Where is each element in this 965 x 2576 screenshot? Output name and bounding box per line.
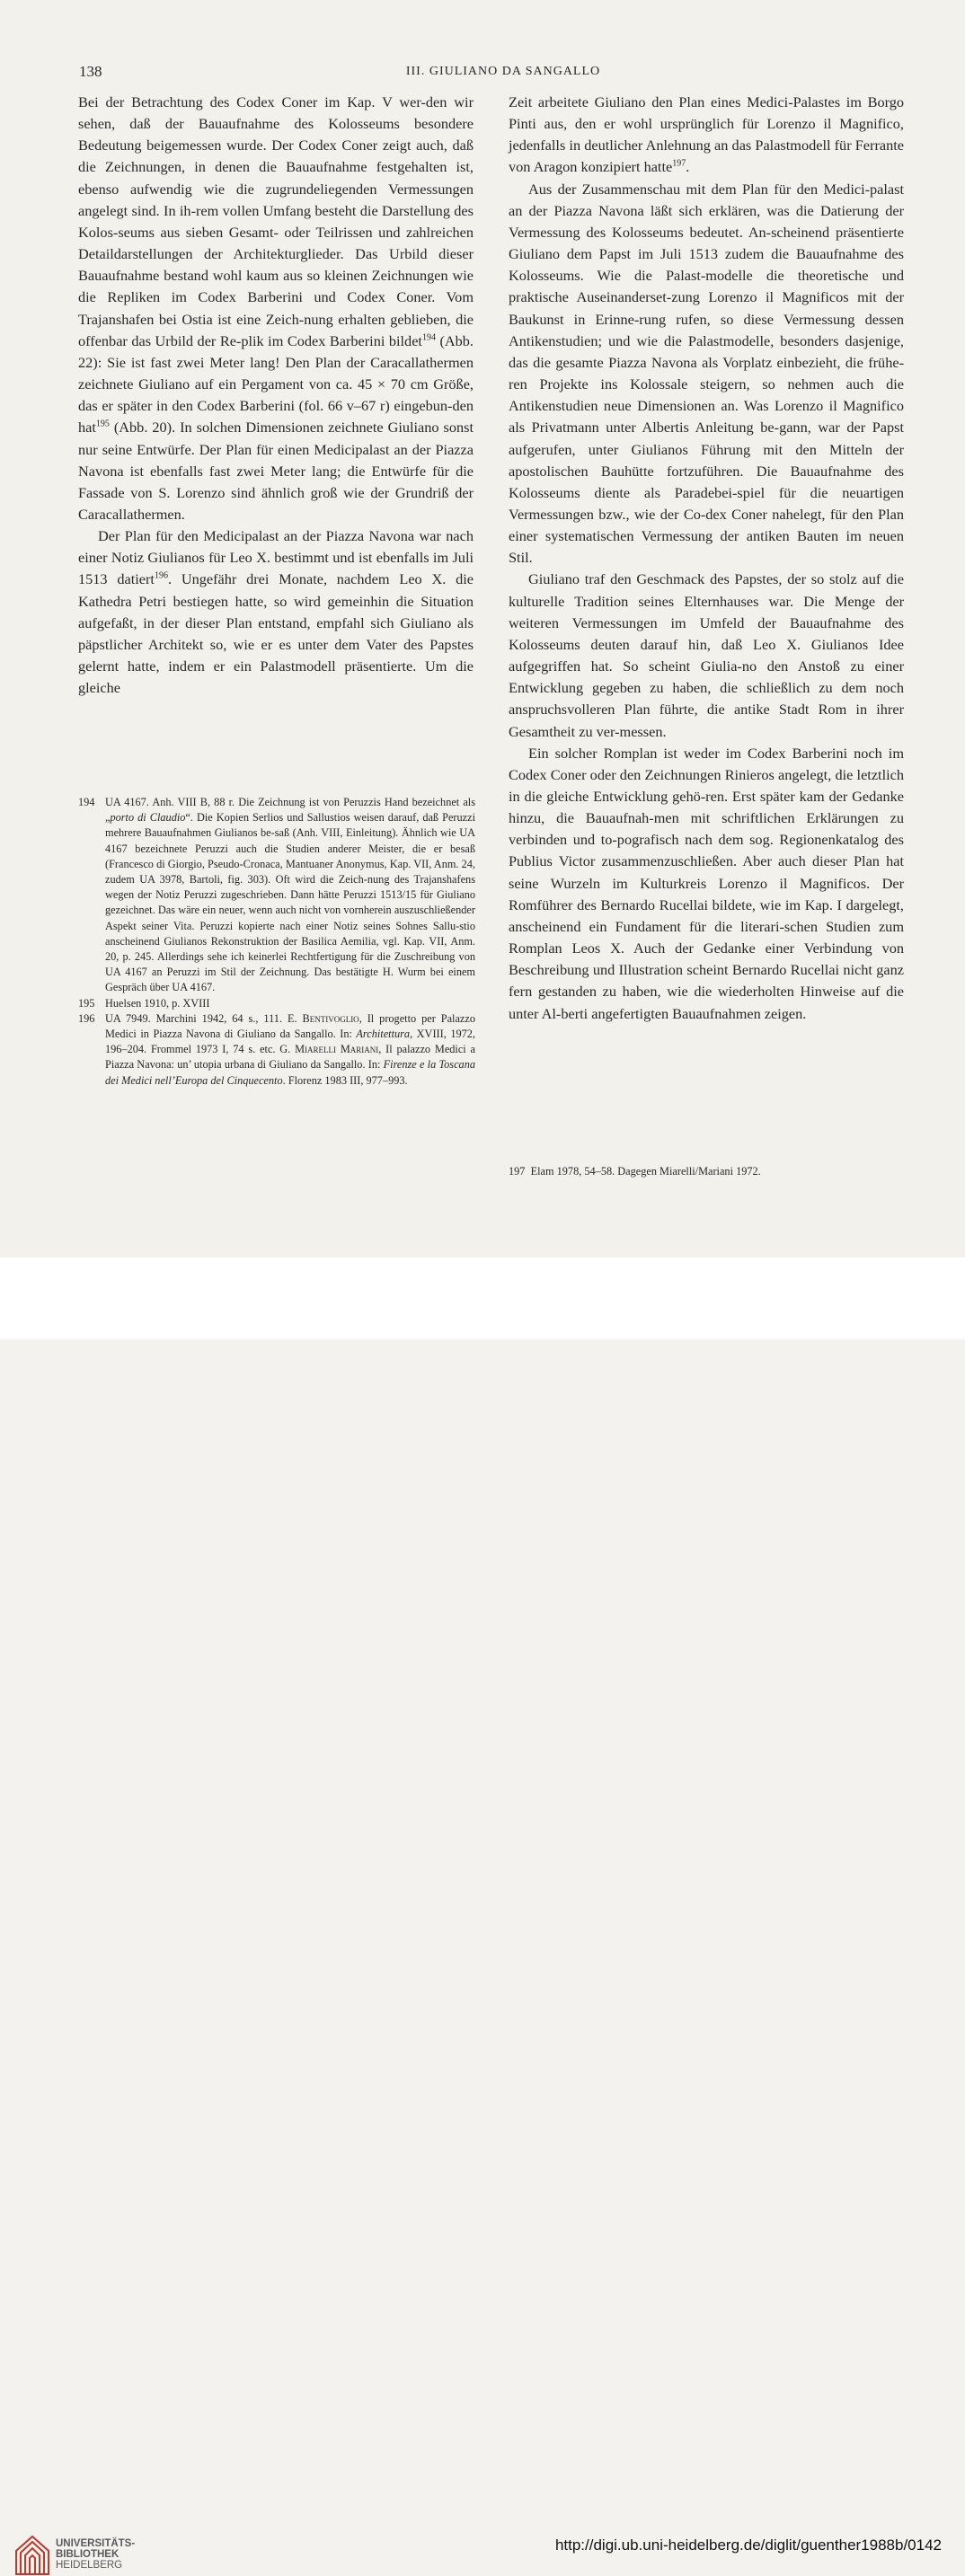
library-name: UNIVERSITÄTS- BIBLIOTHEK HEIDELBERG [56, 2538, 136, 2571]
footnotes-left [78, 795, 475, 1089]
university-library-logo [11, 2533, 54, 2576]
paragraph: Aus der Zusammenschau mit dem Plan für den Medici-palast an der Piazza Navona läßt sich erklären, was die Datierung der Vermessung des Kolosseums bedeutet. An-scheinend präsentierte Giuliano dem Papst im Juli 1513 zudem die Bauaufnahme des Kolosseums. Wie die Palast-modelle die theoretische und praktische Auseinanderset-zung Lorenzo il Magnificos mit der Baukunst in Erinne-rung rufen, so diese Vermessung dessen Antikenstudien; und wie die Palastmodelle, besonders dasjenige, das die gesamte Piazza Navona als Vorplatz einbezieht, die frühe-ren Projekte ins Kolossale steigern, so nehmen auch die Antikenstudien neue Dimensionen an. Was Lorenzo il Magnifico als Privatmann unter Albertis Anleitung be-gann, war der Papst aufgerufen, unter Giulianos Führung mit den Mitteln der apostolischen Bauhütte fortzuführen. Die Bauaufnahme des Kolosseums diente als Paradebei-spiel für die neuartigen Vermessungen bzw., wie der Co-dex Coner nahelegt, für den Plan einer systematischen Vermessung der antiken Bauten im neuen Stil. [509, 180, 904, 567]
page-number: 138 [79, 63, 102, 80]
footnote-197: 197 Elam 1978, 54–58. Dagegen Miarelli/Mariani 1972. [509, 1165, 761, 1178]
footnote-ref[interactable]: 195 [95, 419, 110, 429]
paragraph: Giuliano traf den Geschmack des Papstes, der so stolz auf die kulturelle Tradition seines Elternhauses war. Die Menge der weiteren Vermessungen im Umfeld der Bauaufnahme des Kolosseums deuten darauf hin, daß Leo X. Giulianos Idee aufgegriffen hat. So scheint Giulia-no den Anstoß zu einer Entwicklung gegeben zu haben, die schließlich zu dem noch anspruchsvolleren Plan führte, die antike Stadt Rom in ihrer Gesamtheit zu ver-messen. [509, 570, 904, 740]
source-url-link[interactable]: http://digi.ub.uni-heidelberg.de/diglit/guenther1988b/0142 [554, 2536, 942, 2554]
left-column [78, 92, 474, 699]
paragraph: Zeit arbeitete Giuliano den Plan eines Medici-Palastes im Borgo Pinti aus, den er wohl ursprünglich für Lorenzo il Magnifico, jedenfalls in deutlicher Anlehnung an das Palastmodell für Ferrante von Aragon konzipiert hatte$^{197}$. [509, 93, 904, 176]
document-page [0, 0, 965, 1257]
paragraph: Ein solcher Romplan ist weder im Codex Barberini noch im Codex Coner oder den Zeichnungen Rinieros angelegt, die letztlich in die gleiche Entwicklung gehö-ren. Erst später kam der Gedanke hinzu, die Bauaufnah-men mit schriftlichen Erklärungen zu verbinden und to-pografisch nach dem sog. Regionenkatalog des Publius Victor zusammenzuschließen. Aber auch dieser Plan hat seine Wurzeln im Kulturkreis Lorenzo il Magnificos. Der Romführer des Bernardo Rucellai bildete, wie im Kap. I dargelegt, anscheinend ein Fundament für die literari-schen Studien zum Romplan Leos X. Auch der Gedanke einer Verbindung von Beschreibung und Illustration scheint Bernardo Rucellai nicht ganz fern gestanden zu haben, wie die wiederholten Hinweise auf die unter Al-berti angefertigten Bauaufnahmen zeigen. [509, 744, 904, 1022]
footnote-195: 195 Huelsen 1910, p. XVIII [78, 996, 210, 1010]
right-column [509, 92, 904, 1025]
footnote-ref[interactable]: 197 [672, 159, 686, 170]
running-head: III. GIULIANO DA SANGALLO [405, 65, 601, 78]
footnote-196: 196 UA 7949. Marchini 1942, 64 s., 111. E. Bentivoglio, Il progetto per Palazzo Medici in Piazza Navona di Giuliano da Sangallo. In: Architettura, XVIII, 1972, 196–204. Frommel 1973 I, 74 s. etc. G. Miarelli Mariani, Il palazzo Medici a Piazza Navona: un’ utopia urbana di Giuliano da Sangallo. In: Firenze e la Toscana dei Medici nell’Europa del Cinquecento. Florenz 1983 III, 977–993. [78, 1011, 476, 1087]
footnote-ref[interactable]: 194 [421, 332, 436, 343]
viewer-footer [0, 1257, 965, 2571]
paragraph: Der Plan für den Medicipalast an der Piazza Navona war nach einer Notiz Giulianos für Leo X. bestimmt und ist ebenfalls im Juli 1513 datiert$^{196}$. Ungefähr drei Monate, nachdem Leo X. die Kathedra Petri bestiegen hatte, so wird gemeinhin die Situation aufgefaßt, in der dieser Plan entstand, empfahl sich Giuliano als päpstlicher Architekt so, wie er es unter dem Vater des Papstes gelernt hatte, indem er ein Palastmodell präsentierte. Um die gleiche [78, 527, 474, 697]
footnote-194: 194 UA 4167. Anh. VIII B, 88 r. Die Zeichnung ist von Peruzzis Hand bezeichnet als „porto di Claudio“. Die Kopien Serlios und Sallustios weisen darauf, daß Peruzzi mehrere Bauaufnahmen Giulianos be-saß (Anh. VIII, Einleitung). Ähnlich wie UA 4167 bezeichnete Peruzzi auch die Studien anderer Meister, die er besaß (Francesco di Giorgio, Pseudo-Cronaca, Mantuaner Anonymus, Kap. VII, Anm. 24, zudem UA 3978, Bartoli, fig. 303). Oft wird die Zeich-nung des Trajanshafens wegen der Notiz Peruzzi zugeschrieben. Dann hätte Peruzzi 1513/15 für Giuliano gezeichnet. Das wäre ein neuer, wenn auch nicht von vornherein auszuschließender Aspekt seiner Vita. Peruzzi kopierte nach einer Notiz seines Sohnes Sallu-stio anscheinend Giulianos Rekonstruktion der Basilica Aemilia, vgl. Kap. VII, Anm. 20, p. 245. Allerdings sehe ich keinerlei Rechtfertigung für die Zuschreibung von UA 4167 an Peruzzi im Stil der Zeichnung. Das bestätigte H. Wurm bei einem Gespräch über UA 4167. [78, 796, 475, 994]
footnote-ref[interactable]: 196 [154, 571, 168, 582]
paragraph: Bei der Betrachtung des Codex Coner im Kap. V wer-den wir sehen, daß der Bauaufnahme des Kolosseums besondere Bedeutung beigemessen wurde. Der Codex Coner zeigt auch, daß die Zeichnungen, in denen die Bauaufnahme festgehalten ist, ebenso aufwendig wie die zugrundeliegenden Vermessungen angelegt sind. In ih-rem vollen Umfang besteht die Darstellung des Kolos-seums aus sieben Gesamt- oder Teilrissen und zahlreichen Detaildarstellungen der Architekturglieder. Das Urbild dieser Bauaufnahme bestand wohl kaum aus so kleinen Zeichnungen wie die Repliken im Codex Barberini und Codex Coner. Vom Trajanshafen bei Ostia ist eine Zeich-nung erhalten geblieben, die offenbar das Urbild der Re-plik im Codex Barberini bildet$^{194}$ (Abb. 22): Sie ist fast zwei Meter lang! Den Plan der Caracallathermen zeichnete Giuliano auf ein Pergament von ca. 45 × 70 cm Größe, das er später in den Codex Barberini (fol. 66 v–67 r) eingebun-den hat$^{195}$ (Abb. 20). In solchen Dimensionen zeichnete Giuliano sonst nur seine Entwürfe. Der Plan für einen Medicipalast an der Piazza Navona ist ebenfalls fast zwei Meter lang; die Entwürfe für die Fassade von S. Lorenzo sind ähnlich groß wie der Grundriß der Caracallathermen. [78, 93, 474, 523]
